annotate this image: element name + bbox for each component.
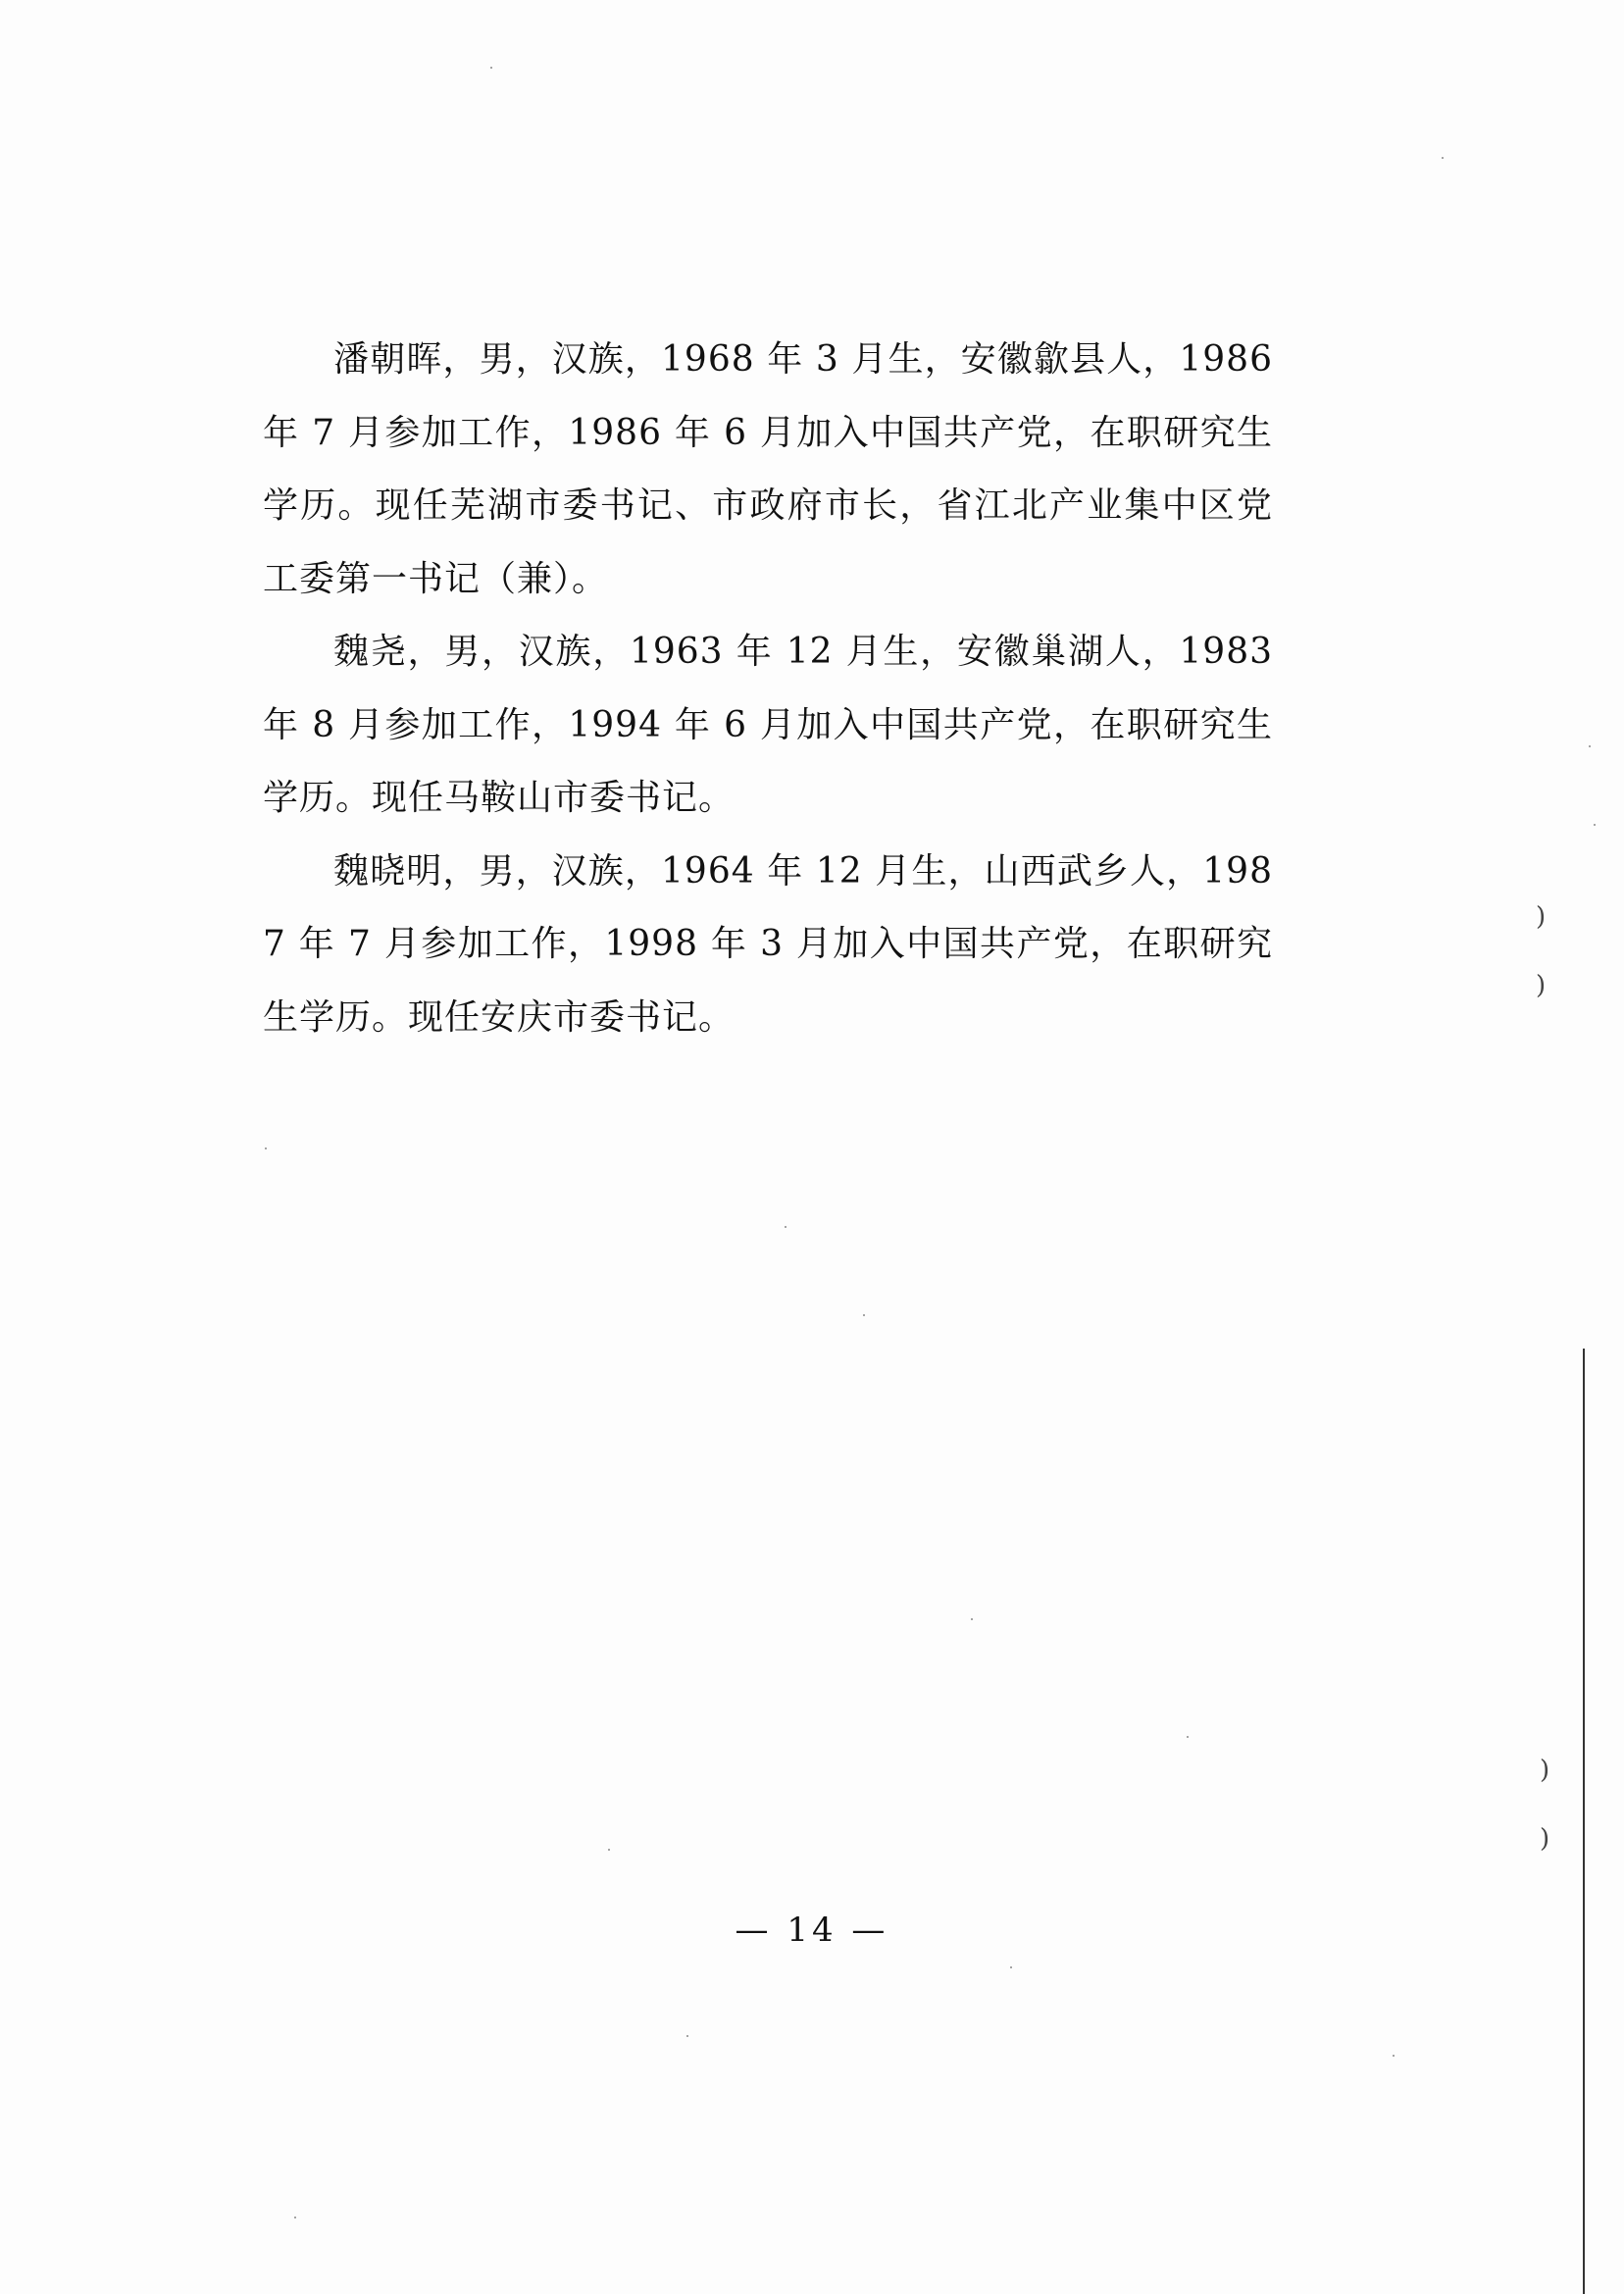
binding-hole-mark: ) <box>1540 1756 1550 1785</box>
scan-speck <box>1594 824 1596 826</box>
scan-speck <box>971 1618 973 1620</box>
scan-speck <box>686 2035 688 2037</box>
binding-hole-mark: ) <box>1536 902 1547 932</box>
scan-speck <box>608 1849 610 1851</box>
bio-paragraph-wei-yao: 魏尧，男，汉族，1963 年 12 月生，安徽巢湖人，1983 年 8 月参加工作，1994 年 6 月加入中国共产党，在职研究生学历。现任马鞍山市委书记。 <box>263 632 1273 818</box>
binding-hole-mark: ) <box>1536 971 1547 1000</box>
scan-speck <box>1589 745 1591 747</box>
bio-paragraph-pan-zhaohui: 潘朝晖，男，汉族，1968 年 3 月生，安徽歙县人，1986 年 7 月参加工作，1986 年 6 月加入中国共产党，在职研究生学历。现任芜湖市委书记、市政府市长，省江北产业集中区党工委第一书记（兼）。 <box>263 339 1273 599</box>
scan-edge-line <box>1583 1349 1585 2294</box>
bio-paragraph-wei-xiaoming: 魏晓明，男，汉族，1964 年 12 月生，山西武乡人，1987 年 7 月参加工作，1998 年 3 月加入中国共产党，在职研究生学历。现任安庆市委书记。 <box>263 850 1273 1038</box>
document-body <box>263 324 1273 1054</box>
page-number: — 14 — <box>735 1911 889 1950</box>
scan-speck <box>863 1314 865 1316</box>
scan-speck <box>1393 2055 1395 2057</box>
binding-hole-mark: ) <box>1540 1824 1550 1854</box>
scan-speck <box>490 67 492 69</box>
scan-speck <box>294 2217 296 2218</box>
scan-speck <box>265 1147 267 1149</box>
scan-speck <box>785 1226 787 1228</box>
scan-speck <box>1187 1736 1189 1738</box>
scan-speck <box>1442 157 1444 159</box>
scan-speck <box>1010 1966 1012 1968</box>
